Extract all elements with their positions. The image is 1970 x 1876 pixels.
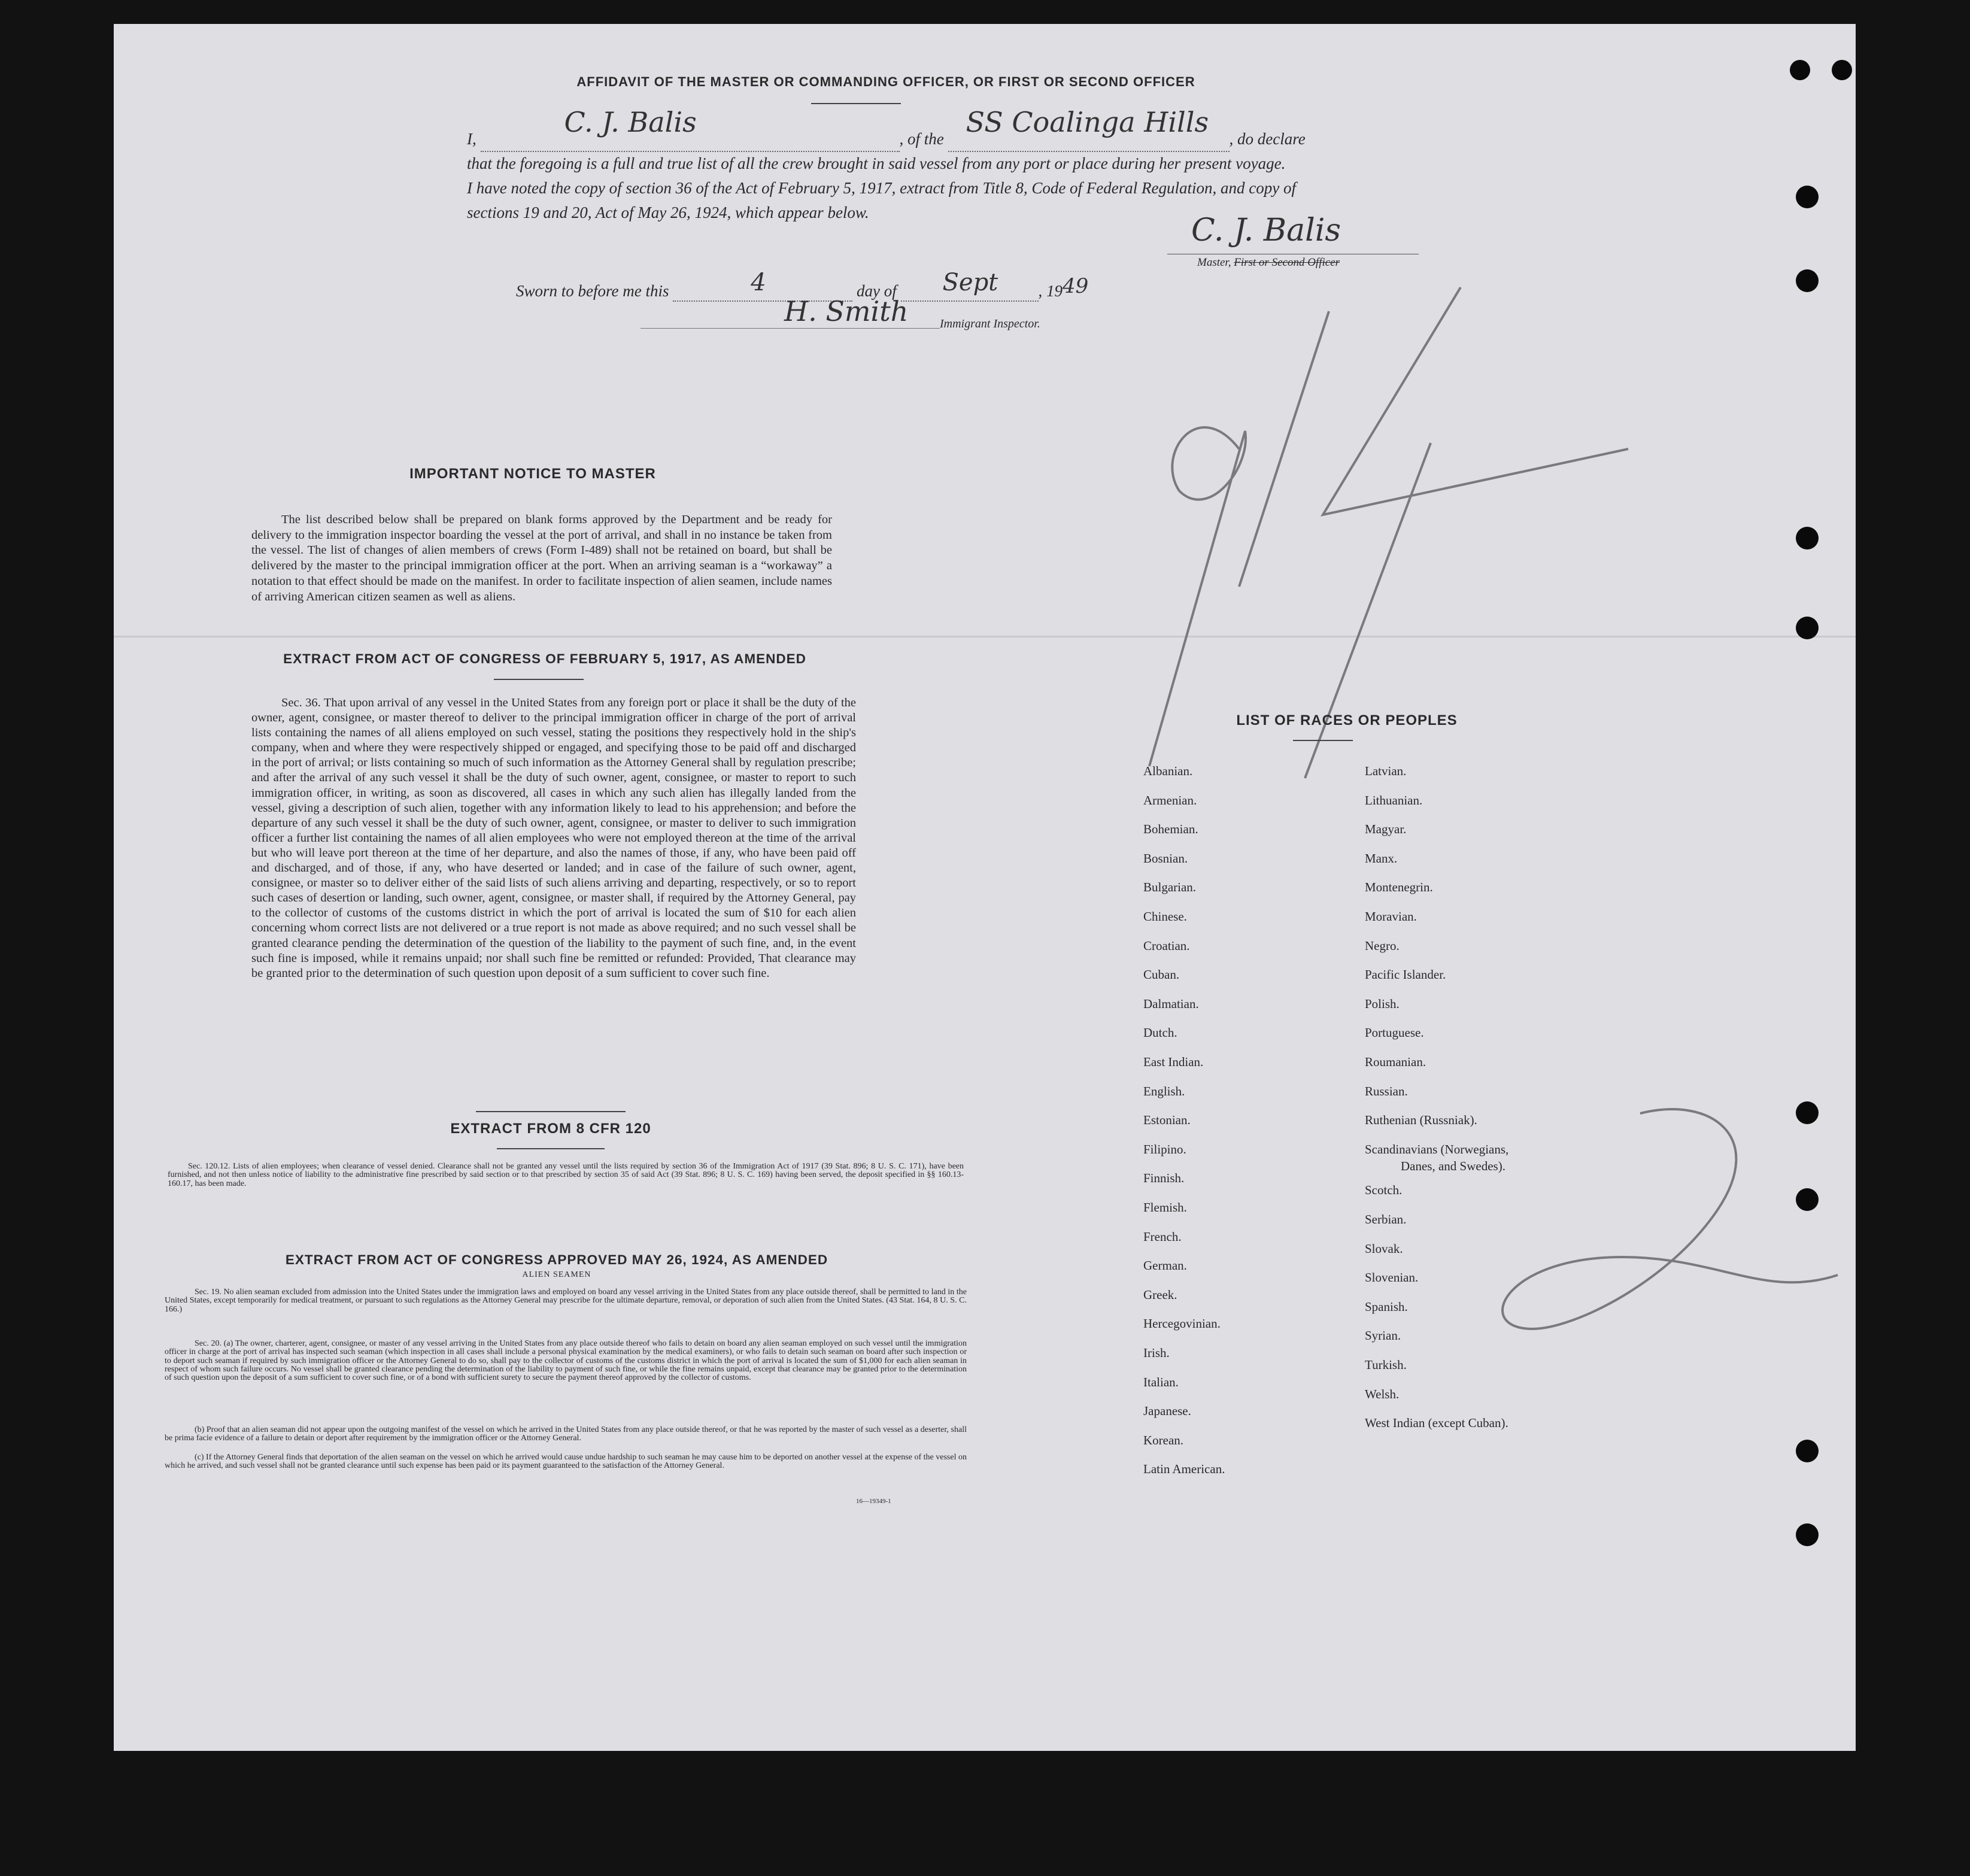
punch-hole [1790,60,1810,80]
sec-20a-text: Sec. 20. (a) The owner, charterer, agent, consignee, or master of any vessel arriving in the United States from any place outside thereof who fails to detain on board any alien seaman employed on such vessel until the immigration officer in charge at the port of arrival has inspected such seaman (which inspection in all cases shall include a personal physical examination by the medical examiners), or who fails to detain such seaman on board after such inspection or to deport such seaman if required by such immigration officer or the Attorney General to do so, shall pay to the collector of customs of the customs district in which the port of arrival is located the sum of $1,000 for each alien seaman in respect of whom such failure occurs. No vessel shall be granted clearance pending the determination of the liability to payment of such fine, or while the fine remains unpaid, except that clearance may be granted prior to the determination of such question upon the deposit of a sum sufficient to cover such fine, or of a bond with sufficient surety to secure the payment thereof approved by the collector of customs. [165,1339,967,1383]
inspector-line [641,328,940,329]
year-handwritten: 49 [1063,274,1089,298]
form-number: 16—19349-1 [856,1498,891,1505]
affidavit-line1 [467,106,1604,152]
punch-hole [1832,60,1852,80]
sworn-day-handwritten: 4 [751,269,766,296]
extract-1917-title: EXTRACT FROM ACT OF CONGRESS OF FEBRUARY 5, 1917, AS AMENDED [283,651,806,666]
race-item: Slovenian. [1365,1270,1419,1285]
sec-20c-text: (c) If the Attorney General finds that deportation of the alien seaman on the vessel on which he arrived would cause undue hardship to such seaman he may cause him to be deported on another vessel at the expense of the vessel on which he arrived, and such vessel shall not be granted clearance until such expense has been paid or its payment guaranteed to the satisfaction of the Attorney General. [165,1453,967,1471]
race-item: Korean. [1143,1432,1184,1447]
race-item: Slovak. [1365,1241,1403,1256]
race-item: Danes, and Swedes). [1401,1158,1505,1173]
sec-20b-text: (b) Proof that an alien seaman did not appear upon the outgoing manifest of the vessel on which he arrived in the United States from any place outside thereof, or that he was reported by the master of such vessel as a deserter, shall be prima facie evidence of a failure to detain or deport after requirement by the immigration officer or the Attorney General. [165,1425,967,1443]
race-item: English. [1143,1083,1185,1098]
race-item: Greek. [1143,1287,1177,1302]
caption-struck: First or Second Officer [1234,256,1340,269]
race-item: Spanish. [1365,1299,1408,1314]
extract-1917-text: Sec. 36. That upon arrival of any vessel in the United States from any foreign port or place it shall be the duty of the owner, agent, consignee, or master thereof to deliver to the principal immigration officer in charge of the port of arrival lists containing the names of all aliens employed on such vessel, stating the positions they respectively hold in the ship's company, when and where they were respectively shipped or engaged, and specifying those to be paid off and discharged in the port of arrival; or lists containing so much of such information as the Attorney General shall by regulation prescribe; and after the arrival of any such vessel it shall be the duty of such owner, agent, consignee, or master to report to such immigration officer, in writing, as soon as discovered, all cases in which any such alien has illegally landed from the vessel, giving a description of such alien, together with any information likely to lead to his apprehension; and before the departure of any such vessel it shall be the duty of such owner, agent, consignee, or master to deliver to such immigration officer a further list containing the names of all alien employees who were not employed thereon at the time of the arrival but who will leave port thereon at the time of her departure, and also the names of those, if any, who have been paid off and discharged, and of those, if any, who have deserted or landed; and in case of the failure of such owner, agent, consignee, or master so to deliver either of the said lists of such aliens arriving and departing, respectively, or so to report such cases of desertion or landing, such owner, agent, consignee, or master shall, if required by the Attorney General, pay to the collector of customs of the customs district in which the port of arrival is located the sum of $10 for each alien concerning whom correct lists are not delivered or a true report is not made as above required; and no such vessel shall be granted clearance pending the determination of the question of the liability to the payment of such fine, and, in the event such fine is imposed, while it remains unpaid; nor shall such fine be remitted or refunded: Provided, That clearance may be granted prior to the determination of such question upon deposit of a sum sufficient to cover such fine. [251,696,856,980]
of-the-label: , of the [899,130,944,148]
race-item: German. [1143,1258,1187,1273]
cfr-title: EXTRACT FROM 8 CFR 120 [450,1121,651,1137]
race-item: Irish. [1143,1346,1170,1360]
inspector-signature: H. Smith [784,295,909,327]
race-item: Moravian. [1365,909,1417,924]
race-item: West Indian (except Cuban). [1365,1416,1508,1431]
race-item: Turkish. [1365,1358,1407,1372]
punch-hole [1796,1440,1819,1462]
affidavit-line4: sections 19 and 20, Act of May 26, 1924, which appear below. [467,204,869,221]
race-item: Serbian. [1365,1212,1407,1227]
race-item: Syrian. [1365,1328,1401,1343]
pencil-annotation-9-14 [1071,251,1874,790]
pencil-annotation-text [1311,383,1314,384]
sworn-label: Sworn to before me this [516,282,669,300]
race-item: Cuban. [1143,967,1180,982]
sec-19-text: Sec. 19. No alien seaman excluded from admission into the United States under the immigration laws and employed on board any vessel arriving in the United States from any place outside thereof, shall be permitted to land in the United States, except temporarily for medical treatment, or pursuant to such regulations as the Attorney General may prescribe for the ultimate departure, removal, or deporation of such alien from the United States. (43 Stat. 164, 8 U. S. C. 166.) [165,1288,967,1314]
title-underline [811,103,901,104]
race-item: Russian. [1365,1083,1408,1098]
cfr-bottom-rule [497,1148,605,1149]
day-of-label: day of [857,282,897,300]
race-item: Latin American. [1143,1462,1225,1477]
race-item: Albanian. [1143,764,1193,778]
race-item: Italian. [1143,1374,1179,1389]
master-name-field [481,106,900,152]
race-item: Dalmatian. [1143,996,1199,1011]
sworn-month-field [901,269,1039,302]
race-item: Lithuanian. [1365,793,1423,808]
master-signature: C. J. Balis [1191,213,1341,248]
i-label: I, [467,130,476,148]
race-item: Japanese. [1143,1404,1191,1419]
vessel-name-field [948,106,1230,152]
race-item: Welsh. [1365,1386,1400,1401]
master-name-handwritten: C. J. Balis [564,106,697,138]
race-item: Ruthenian (Russniak). [1365,1113,1477,1128]
punch-hole [1796,1523,1819,1546]
affidavit-line2: that the foregoing is a full and true list of all the crew brought in said vessel from any port or place during her present voyage. [467,154,1286,172]
race-item: Armenian. [1143,793,1197,808]
race-item: Negro. [1365,938,1400,953]
race-item: Hercegovinian. [1143,1316,1221,1331]
cfr-top-rule [476,1111,626,1112]
race-item: Bosnian. [1143,851,1188,866]
race-item: Croatian. [1143,938,1190,953]
races-title: LIST OF RACES OR PEOPLES [1236,712,1458,728]
races-right-column [1365,764,1724,1512]
extract-1917-underline [494,679,584,680]
inspector-caption: Immigrant Inspector. [940,317,1040,330]
race-item: Chinese. [1143,909,1187,924]
notice-title: IMPORTANT NOTICE TO MASTER [409,466,656,482]
document-page [114,24,1856,1751]
race-item: Bulgarian. [1143,880,1197,895]
affidavit-line3: I have noted the copy of section 36 of the Act of February 5, 1917, extract from Title 8, Code of Federal Regulation, and copy of [467,179,1296,197]
race-item: Dutch. [1143,1025,1177,1040]
vessel-name-handwritten: SS Coalinga Hills [966,106,1209,138]
sworn-month-handwritten: Sept [942,269,998,296]
race-item: East Indian. [1143,1055,1204,1069]
extract-1924-title: EXTRACT FROM ACT OF CONGRESS APPROVED MAY 26, 1924, AS AMENDED [285,1252,828,1267]
race-item: Pacific Islander. [1365,967,1446,982]
race-item: Latvian. [1365,764,1407,778]
race-item: Scandinavians (Norwegians, [1365,1142,1509,1156]
punch-hole [1796,186,1819,208]
race-item: Roumanian. [1365,1055,1426,1069]
race-item: Scotch. [1365,1183,1403,1198]
year-prefix: , 19 [1038,282,1063,300]
cfr-text: Sec. 120.12. Lists of alien employees; when clearance of vessel denied. Clearance shall not be granted any vessel until the lists required by section 36 of the Immigration Act of 1917 (39 Stat. 896; 8 U. S. C. 171), have been furnished, and not then unless notice of liability to the administrative fine prescribed by said section or to that prescribed by section 35 of said Act (39 Stat. 896; 8 U. S. C. 169) having been served, the deposit specified in §§ 160.13-160.17, has been made. [168,1162,964,1188]
races-left-column [1143,764,1323,1512]
race-item: Flemish. [1143,1200,1187,1215]
caption-master: Master, [1197,256,1231,269]
race-item: Magyar. [1365,822,1407,837]
race-item: Portuguese. [1365,1025,1424,1040]
race-item: Montenegrin. [1365,880,1433,895]
do-declare-label: , do declare [1229,130,1306,148]
affidavit-title: AFFIDAVIT OF THE MASTER OR COMMANDING OFFICER, OR FIRST OR SECOND OFFICER [576,74,1195,89]
race-item: Bohemian. [1143,822,1198,837]
notice-text: The list described below shall be prepared on blank forms approved by the Department and be ready for delivery to the immigration inspector boarding the vessel at the port of arrival, and shall in no instance be taken from the vessel. The list of changes of alien members of crews (Form I-489) shall not be retained on board, but shall be delivered by the master to the principal immigration officer at the port. When an arriving seaman is a “workaway” a notation to that effect should be made on the manifest. In order to facilitate inspection of alien seamen, include names of arriving American citizen seamen as well as aliens. [251,513,832,603]
race-item: Finnish. [1143,1171,1185,1186]
races-underline [1293,740,1353,741]
race-item: Estonian. [1143,1113,1191,1128]
extract-1924-subtitle: ALIEN SEAMEN [522,1270,591,1279]
race-item: Manx. [1365,851,1398,866]
race-item: Filipino. [1143,1142,1186,1156]
race-item: French. [1143,1229,1182,1244]
race-item: Polish. [1365,996,1400,1011]
